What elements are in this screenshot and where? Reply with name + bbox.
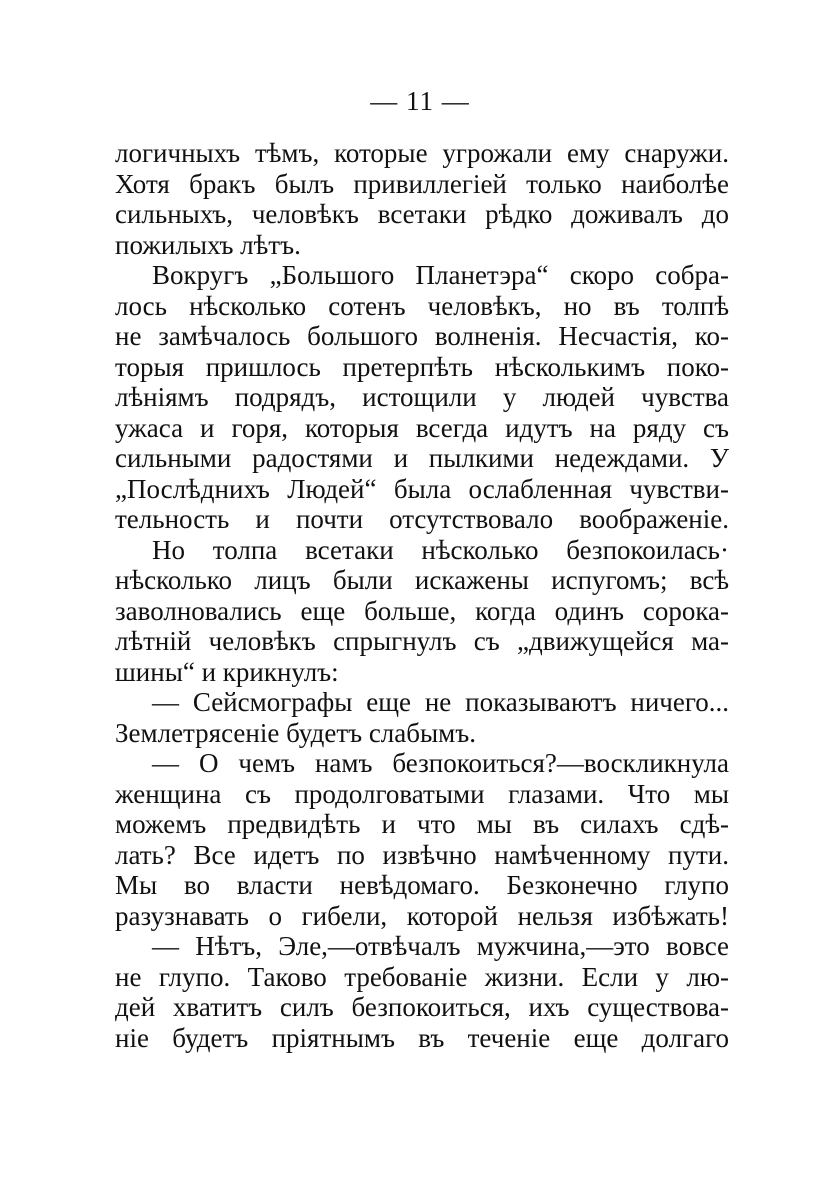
text-line: можемъ предвидѣть и что мы въ силахъ сдѣ-	[115, 809, 729, 839]
text-line: Но толпа всетаки нѣсколько безпокоилась·	[152, 534, 729, 565]
text-line: Землетрясеніе будетъ слабымъ.	[115, 717, 476, 748]
text-line: „Послѣднихъ Людей“ была ослабленная чувстви-	[115, 473, 729, 504]
text-line: — Нѣтъ, Эле,—отвѣчалъ мужчина,—это вовсе	[152, 931, 729, 961]
text-line: нѣсколько лицъ были искажены испугомъ; всѣ	[115, 565, 729, 595]
text-line: женщина съ продолговатыми глазами. Что мы	[115, 778, 729, 809]
text-line: тельность и почти отсутствовало воображеніе.	[115, 504, 729, 534]
text-line: логичныхъ тѣмъ, которые угрожали ему снаружи.	[115, 138, 729, 168]
text-line: Мы во власти невѣдомаго. Безконечно глупо	[115, 870, 729, 900]
text-line: лось нѣсколько сотенъ человѣкъ, но въ толпѣ	[115, 290, 729, 321]
text-line: ужаса и горя, которыя всегда идутъ на ряду съ	[115, 412, 729, 443]
text-line: — Сейсмографы еще не показываютъ ничего...	[152, 687, 729, 717]
body-text	[115, 138, 729, 1053]
text-line: лѣніямъ подрядъ, истощили у людей чувства	[115, 382, 729, 412]
page-number: — 11 —	[370, 86, 470, 116]
text-line: — О чемъ намъ безпокоиться?—воскликнула	[152, 748, 729, 778]
text-line: ніе будетъ пріятнымъ въ теченіе еще долгаго	[115, 1022, 729, 1053]
text-line: сильными радостями и пылкими недеждами. У	[115, 443, 729, 473]
text-line: Вокругъ „Большого Планетэра“ скоро собра-	[152, 260, 729, 290]
text-line: лать? Все идетъ по извѣчно намѣченному пути.	[115, 839, 729, 870]
text-line: лѣтній человѣкъ спрыгнулъ съ „движущейся ма-	[115, 626, 729, 656]
text-line: торыя пришлось претерпѣть нѣсколькимъ поко-	[115, 351, 729, 382]
text-line: не глупо. Таково требованіе жизни. Если у лю-	[115, 961, 729, 992]
text-line: пожилыхъ лѣтъ.	[115, 229, 301, 260]
text-line: шины“ и крикнулъ:	[115, 656, 339, 687]
text-line: не замѣчалось большого волненія. Несчастія, ко-	[115, 321, 729, 351]
text-line: Хотя бракъ былъ привиллегіей только наиболѣе	[115, 168, 729, 199]
text-line: дей хватитъ силъ безпокоиться, ихъ существова-	[115, 992, 729, 1022]
text-line: разузнавать о гибели, которой нельзя избѣжать!	[115, 900, 729, 931]
text-line: сильныхъ, человѣкъ всетаки рѣдко доживалъ до	[115, 199, 729, 229]
text-line: заволновались еще больше, когда одинъ сорока-	[115, 595, 729, 626]
